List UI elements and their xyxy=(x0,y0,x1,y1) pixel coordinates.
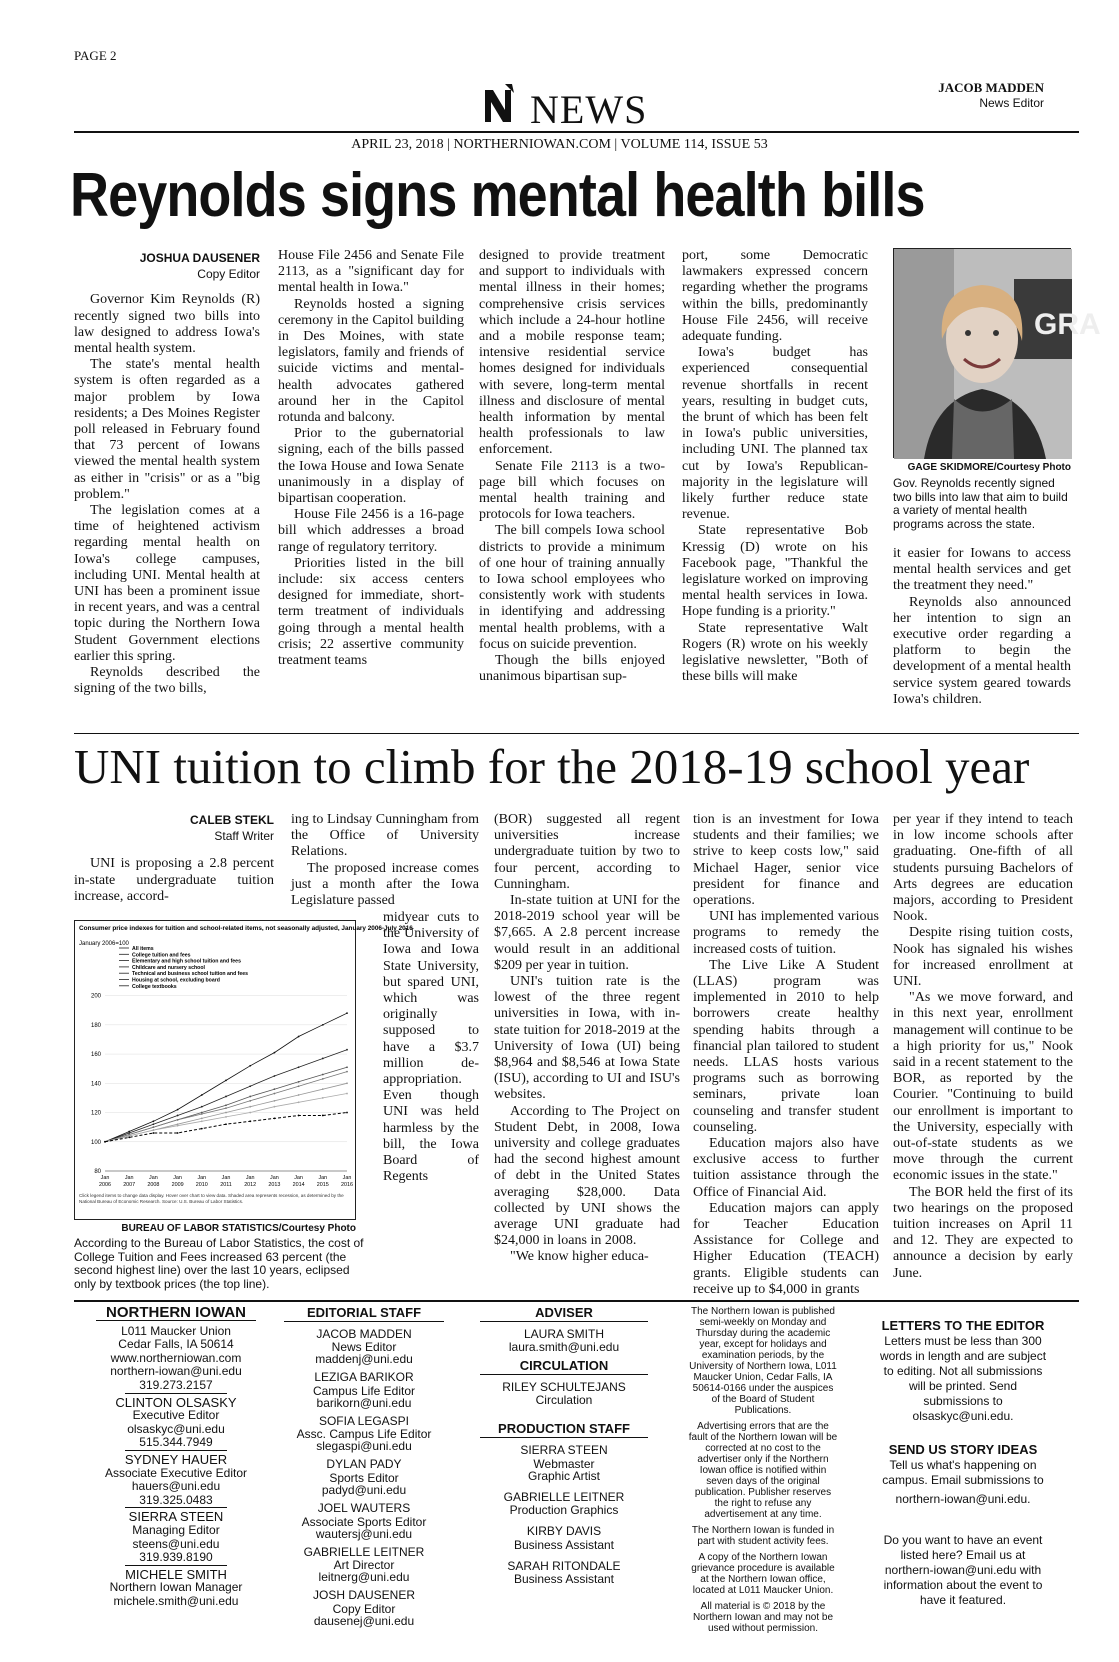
paragraph: (BOR) suggested all regent universities increase undergraduate tuition by two to four percent, according to Cunningham. xyxy=(494,812,680,892)
photo-caption: Gov. Reynolds recently signed two bills into law that aim to build a variety of mental health programs across the state. xyxy=(893,476,1068,531)
chart-x-tick: 2008 xyxy=(147,1182,160,1188)
chart-point xyxy=(177,1119,179,1121)
paragraph: Prior to the gubernatorial signing, each of the bills passed the Iowa House and Iowa Senate unanimously in a display of bipartisan cooperation. xyxy=(278,426,464,507)
staff-role: Business Assistant xyxy=(513,1537,615,1552)
paragraph: The bill compels Iowa school districts to provide a minimum of one hour of training annually to Iowa school employees who consistently work with students in identifying and addressing mental health problems, with a focus on suicide prevention. xyxy=(479,523,665,652)
paragraph: ing to Lindsay Cunningham from the Office of University Relations. xyxy=(291,812,479,860)
portrait-illustration xyxy=(894,249,1101,459)
chart-point xyxy=(274,1075,276,1077)
staff-email[interactable]: wautersj@uni.edu xyxy=(315,1526,413,1541)
chart-x-tick: Jan xyxy=(173,1175,182,1181)
staff-name: KIRBY DAVIS xyxy=(526,1524,602,1539)
tuition-price-chart xyxy=(74,920,413,1220)
paragraph: Reynolds also announced her intention to sign an executive order regarding a platform to begin the development of a mental health service system geared towards Iowa's children. xyxy=(893,594,1071,707)
chart-point xyxy=(104,1141,106,1143)
chart-point xyxy=(249,1085,251,1087)
chart-x-tick: Jan xyxy=(100,1175,110,1181)
chart-point xyxy=(153,1126,155,1128)
chart-point xyxy=(128,1136,130,1138)
story2-column-2-wrap xyxy=(383,910,479,1185)
chart-x-tick: 2010 xyxy=(195,1182,208,1188)
chart-point xyxy=(346,1071,348,1073)
chart-point xyxy=(298,1101,300,1103)
chart-point xyxy=(225,1079,227,1081)
staff-email[interactable]: leitnerg@uni.edu xyxy=(318,1570,410,1585)
masthead-contact xyxy=(96,1306,256,1608)
chart-point xyxy=(346,1049,348,1051)
chart-legend-label: Housing at school, excluding board xyxy=(132,977,220,984)
staff-role: Sports Editor xyxy=(329,1470,399,1485)
staff-name: SIERRA STEEN xyxy=(520,1442,608,1457)
story1-column-5 xyxy=(893,546,1071,708)
chart-point xyxy=(298,1066,300,1068)
chart-point xyxy=(346,1112,348,1114)
paragraph: In-state tuition at UNI for the 2018-2019 school year will be $7,665. A 2.8 percent increase would result in an additional $209 per year in tuition. xyxy=(494,893,680,973)
editorial-staff xyxy=(284,1306,444,1627)
leader-email[interactable]: hauers@uni.edu xyxy=(131,1479,221,1494)
chart-x-tick: Jan xyxy=(124,1175,134,1181)
chart-y-tick: 200 xyxy=(90,993,101,1000)
staff-name: SOFIA LEGASPI xyxy=(318,1413,410,1428)
chart-y-tick: 80 xyxy=(94,1169,101,1175)
chart-x-tick: 2011 xyxy=(220,1182,232,1188)
leader-email[interactable]: steens@uni.edu xyxy=(132,1536,220,1551)
editor-name: JACOB MADDEN xyxy=(938,80,1044,95)
chart-point xyxy=(177,1109,179,1111)
chart-series-line xyxy=(105,1072,347,1142)
adviser-circulation-production xyxy=(480,1306,648,1585)
leader-name: SYDNEY HAUER xyxy=(124,1451,228,1467)
adviser-name: LAURA SMITH xyxy=(523,1326,604,1341)
paragraph: UNI is proposing a 2.8 percent in-state undergraduate tuition increase, accord- xyxy=(74,856,274,904)
staff-role: Campus Life Editor xyxy=(312,1383,416,1398)
chart-point xyxy=(346,1012,348,1014)
paragraph: House File 2456 and Senate File 2113, as a "significant day for mental health in Iowa." xyxy=(278,248,464,296)
chart-legend-label: Childcare and nursery school xyxy=(132,964,205,971)
photo-credit: GAGE SKIDMORE/Courtesy Photo xyxy=(907,462,1071,473)
staff-role: Art Director xyxy=(333,1558,395,1573)
staff-email[interactable]: slegaspi@uni.edu xyxy=(316,1439,412,1454)
staff-role: Business Assistant xyxy=(513,1572,615,1587)
paragraph: UNI's tuition rate is the lowest of the three regent universities in Iowa, with in-state tuition for 2018-2019 at the University of Iowa (UI) being $8,964 and $8,546 at Iowa State (ISU), according to UI and ISU's websites. xyxy=(494,974,680,1103)
publication-note: The Northern Iowan is funded in part with student activity fees. xyxy=(691,1525,835,1547)
chart-x-tick: 2012 xyxy=(244,1182,257,1188)
chart-caption: According to the Bureau of Labor Statistics, the cost of College Tuition and Fees increased 63 percent (the second highest line) over the last 10 years, eclipsed only by textbook prices (the top line). xyxy=(74,1236,364,1291)
chart-point xyxy=(249,1112,251,1114)
leader-role: Executive Editor xyxy=(132,1408,220,1423)
publication-note: A copy of the Northern Iowan grievance procedure is available at the Northern Iowan office, located at L011 Maucker Union. xyxy=(691,1552,835,1596)
chart-point xyxy=(322,1074,324,1076)
paragraph: port, some Democratic lawmakers expressed concern regarding whether the programs within the bills, predominantly House File 2456, will receive adequate funding. xyxy=(682,248,868,345)
leader-phone: 319.325.0483 xyxy=(125,1494,226,1509)
leader-email[interactable]: olsaskyc@uni.edu xyxy=(127,1421,225,1436)
chart-point xyxy=(274,1117,276,1119)
story1-byline xyxy=(74,250,260,282)
staff-role: Webmaster xyxy=(533,1456,595,1471)
chart-title: Consumer price indexes for tuition and school-related items, not seasonally adjusted, January 2006-July 2016 xyxy=(79,925,413,932)
chart-footnote: Click legend items to change data display. Hover over chart to view data. Shaded area represents recession, as determined by the National Bureau of Economic Research. Source: U.S. Bureau of Labor Statistics. xyxy=(79,1193,344,1204)
staff-name: JOEL WAUTERS xyxy=(317,1500,411,1515)
staff-name: JOSH DAUSENER xyxy=(312,1588,416,1603)
paragraph: Education majors also have exclusive access to further tuition assistance through the Office of Financial Aid. xyxy=(693,1136,879,1200)
story1-column-3 xyxy=(479,248,665,685)
chart-point xyxy=(274,1052,276,1054)
chart-point xyxy=(153,1120,155,1122)
chart-x-tick: Jan xyxy=(149,1175,158,1181)
story1-column-4 xyxy=(682,248,868,685)
byline-title: Copy Editor xyxy=(197,267,260,282)
chart-point xyxy=(177,1125,179,1127)
chart-point xyxy=(153,1129,155,1131)
chart-y-tick: 100 xyxy=(90,1139,101,1146)
byline-name: JOSHUA DAUSENER xyxy=(139,251,260,265)
chart-point xyxy=(298,1036,300,1038)
staff-name: JACOB MADDEN xyxy=(316,1326,412,1341)
chart-svg xyxy=(75,921,413,1221)
staff-email[interactable]: maddenj@uni.edu xyxy=(315,1352,413,1367)
chart-point xyxy=(225,1116,227,1118)
chart-point xyxy=(177,1132,179,1134)
address-line: L011 Maucker Union xyxy=(121,1323,231,1338)
staff-name: SARAH RITONDALE xyxy=(507,1558,621,1573)
chart-x-tick: Jan xyxy=(342,1175,352,1181)
leader-role: Northern Iowan Manager xyxy=(109,1580,243,1595)
chart-point xyxy=(274,1106,276,1108)
chart-point xyxy=(201,1094,203,1096)
story2-column-3 xyxy=(494,812,680,1266)
leader-name: MICHELE SMITH xyxy=(125,1566,227,1582)
paragraph: Senate File 2113 is a two-page bill which focuses on mental health training and protocols for Iowa teachers. xyxy=(479,458,665,523)
chart-x-tick: Jan xyxy=(221,1175,231,1181)
chart-x-tick: Jan xyxy=(270,1175,279,1181)
chart-y-tick: 160 xyxy=(90,1052,101,1059)
publication-notes xyxy=(688,1306,838,1639)
chart-x-tick: Jan xyxy=(245,1175,255,1181)
chart-y-tick: 180 xyxy=(90,1022,101,1029)
chart-point xyxy=(298,1115,300,1117)
circulation-name: RILEY SCHULTEJANS xyxy=(502,1379,626,1394)
paragraph: Education majors can apply for Teacher Education Assistance for College and Higher Education (TEACH) grants. Eligible students can receive up to $4,000 in grants xyxy=(693,1200,879,1297)
chart-point xyxy=(322,1058,324,1060)
editor-title: News Editor xyxy=(979,96,1044,110)
chart-legend-label: All items xyxy=(132,946,154,952)
chart-point xyxy=(249,1100,251,1102)
email[interactable]: northern-iowan@uni.edu xyxy=(110,1364,242,1379)
chart-x-tick: 2014 xyxy=(292,1182,305,1188)
leader-name: CLINTON OLSASKY xyxy=(115,1394,237,1410)
chart-x-tick: 2016 xyxy=(341,1182,353,1188)
chart-point xyxy=(177,1115,179,1117)
paragraph: midyear cuts to the University of Iowa and Iowa State University, but spared UNI, which was originally supposed to have a $3.7 million de-appropriation. Even though UNI was held harmless by the bill, the Iowa Board of Regents xyxy=(383,910,479,1185)
chart-point xyxy=(298,1081,300,1083)
chart-y-tick: 140 xyxy=(90,1081,101,1088)
story2-byline xyxy=(74,812,274,844)
leader-phone: 319.939.8190 xyxy=(125,1551,226,1566)
paragraph: The proposed increase comes just a month after the Iowa Legislature passed xyxy=(291,860,479,909)
chart-legend-label: College textbooks xyxy=(132,983,177,990)
leader-name: SIERRA STEEN xyxy=(128,1509,224,1525)
chart-point xyxy=(322,1078,324,1080)
adviser-email[interactable]: laura.smith@uni.edu xyxy=(508,1340,620,1355)
chart-point xyxy=(249,1065,251,1067)
chart-x-tick: Jan xyxy=(318,1175,328,1181)
chart-point xyxy=(225,1096,227,1098)
publication-note: The Northern Iowan is published semi-weekly on Monday and Thursday during the academic year, except for holidays and examination periods, by the University of Northern Iowa, L011 Maucker Union, Cedar Falls, IA 50614-0166 under the auspices of the Board of Student Publications. xyxy=(689,1306,837,1416)
chart-point xyxy=(225,1107,227,1109)
story1-column-2 xyxy=(278,248,464,669)
paragraph: tion is an investment for Iowa students and their families; we strive to keep costs low," said Michael Hager, senior vice president for finance and operations. xyxy=(693,812,879,909)
letters-and-ideas xyxy=(878,1318,1048,1608)
chart-series-line xyxy=(105,1013,347,1142)
paragraph: The BOR held the first of its two hearings on the proposed tuition increases on April 11 and 12. They are expected to announce a decision by early June. xyxy=(893,1184,1073,1281)
chart-point xyxy=(322,1024,324,1026)
chart-point xyxy=(201,1120,203,1122)
governor-photo xyxy=(893,248,1101,458)
chart-point xyxy=(298,1085,300,1087)
northern-iowan-logo xyxy=(483,84,513,124)
dateline: APRIL 23, 2018 | NORTHERNIOWAN.COM | VOLUME 114, ISSUE 53 xyxy=(351,137,768,152)
chart-y-tick: 120 xyxy=(90,1110,101,1117)
chart-point xyxy=(346,1093,348,1095)
paper-name: NORTHERN IOWAN xyxy=(96,1306,256,1321)
story2-column-1 xyxy=(74,812,274,905)
chart-point xyxy=(322,1097,324,1099)
paragraph: "As we move forward, and in this next year, enrollment management will continue to be a high priority for us," Nook said in a recent statement to the BOR, as reported by the Courier. "Continuing to build our enrollment is important to the University, especially with out-of-state students as we move through the current economic issues in the state." xyxy=(893,990,1073,1184)
chart-point xyxy=(346,1082,348,1084)
staff-role: News Editor xyxy=(331,1340,397,1355)
website[interactable]: www.northerniowan.com xyxy=(110,1350,242,1365)
production-heading: PRODUCTION STAFF xyxy=(480,1422,648,1438)
event-text: Do you want to have an event listed here? Email us at northern-iowan@uni.edu with information about the event to have it featured. xyxy=(883,1533,1043,1607)
chart-point xyxy=(274,1093,276,1095)
story1-headline: Reynolds signs mental health bills xyxy=(70,161,925,230)
paragraph: Though the bills enjoyed unanimous bipartisan sup- xyxy=(479,653,665,685)
adviser-heading: ADVISER xyxy=(480,1306,648,1322)
header-rule xyxy=(74,131,1079,133)
chart-point xyxy=(274,1088,276,1090)
paragraph: According to The Project on Student Debt, in 2008, Iowa university and college graduates had the second highest amount of debt in the United States averaging $28,000. Data collected by UNI shows the average UNI graduate had $24,000 in loans in 2008. xyxy=(494,1103,680,1249)
paragraph: House File 2456 is a 16-page bill which addresses a broad range of regulatory territory. xyxy=(278,507,464,555)
staff-role: Production Graphics xyxy=(509,1503,619,1518)
paragraph: Iowa's budget has experienced consequential revenue shortfalls in recent years, resulting in budget cuts, the brunt of which has been felt in Iowa's public universities, including UNI. The planned tax cut by Iowa's Republican-majority in the legislature will likely further reduce state revenue. xyxy=(682,345,868,523)
chart-legend-label: Elementary and high school tuition and fees xyxy=(132,958,241,965)
editorial-heading: EDITORIAL STAFF xyxy=(284,1306,444,1322)
story-divider xyxy=(74,733,1079,734)
paragraph: State representative Bob Kressig (D) wrote on his Facebook page, "Thankful the legislature worked on improving mental health services in Iowa. Hope funding is a priority." xyxy=(682,523,868,620)
staff-role: Associate Sports Editor xyxy=(301,1514,427,1529)
chart-point xyxy=(201,1117,203,1119)
staff-role: Copy Editor xyxy=(332,1601,396,1616)
chart-point xyxy=(225,1123,227,1125)
leader-role: Associate Executive Editor xyxy=(104,1465,248,1480)
address-line: Cedar Falls, IA 50614 xyxy=(118,1337,234,1352)
publication-note: All material is © 2018 by the Northern Iowan and may not be used without permission. xyxy=(692,1601,834,1634)
chart-point xyxy=(346,1066,348,1068)
chart-point xyxy=(249,1096,251,1098)
paragraph: Governor Kim Reynolds (R) recently signed two bills into law designed to address Iowa's mental health system. xyxy=(74,292,260,357)
paragraph: Reynolds hosted a signing ceremony in the Capitol building in Des Moines, with state legislators, family and friends of suicide victims and mental-health advocates gathered around her in the Capitol rotunda and balcony. xyxy=(278,296,464,426)
chart-point xyxy=(249,1120,251,1122)
chart-x-tick: Jan xyxy=(294,1175,303,1181)
paragraph: Despite rising tuition costs, Nook has signaled his wishes for increased enrollment at UNI. xyxy=(893,925,1073,990)
paragraph: per year if they intend to teach in low income schools after graduating. One-fifth of all students pursuing Bachelors of Arts degrees are education majors, according to President Nook. xyxy=(893,812,1073,925)
staff-email[interactable]: dausenej@uni.edu xyxy=(313,1613,415,1628)
chart-x-tick: 2013 xyxy=(268,1182,281,1188)
ideas-email[interactable]: northern-iowan@uni.edu. xyxy=(895,1492,1031,1506)
paragraph: it easier for Iowans to access mental health services and get the treatment they need." xyxy=(893,546,1071,594)
story2-column-2-top xyxy=(291,812,479,909)
chart-point xyxy=(249,1106,251,1108)
chart-point xyxy=(201,1106,203,1108)
letters-heading: LETTERS TO THE EDITOR xyxy=(881,1318,1045,1333)
paragraph: The legislation comes at a time of heightened activism regarding mental health on Iowa's college campuses, including UNI. Mental health at UNI has been a prominent issue in recent years, and was a central topic during the Northern Iowa Student Government elections earlier this spring. xyxy=(74,503,260,664)
staff-role: Graphic Artist xyxy=(527,1468,601,1483)
staff-name: DYLAN PADY xyxy=(326,1457,402,1472)
chart-x-tick: 2009 xyxy=(171,1182,184,1188)
chart-point xyxy=(153,1132,155,1134)
chart-legend-label: Technical and business school tuition and fees xyxy=(132,971,249,978)
byline-title: Staff Writer xyxy=(214,829,274,844)
chart-point xyxy=(201,1128,203,1130)
letters-text: Letters must be less than 300 words in length and are subject to editing. Not all submissions will be printed. Send submissions to olsaskyc@uni.edu. xyxy=(879,1334,1047,1423)
staff-name: GABRIELLE LEITNER xyxy=(503,1489,625,1504)
page-number: PAGE 2 xyxy=(74,48,117,63)
story1-column-1 xyxy=(74,250,260,697)
leader-email[interactable]: michele.smith@uni.edu xyxy=(113,1593,239,1608)
ideas-text: Tell us what's happening on campus. Email submissions to xyxy=(882,1458,1044,1487)
chart-point xyxy=(225,1112,227,1114)
publication-note: Advertising errors that are the fault of the Northern Iowan will be corrected at no cost to the advertiser only if the Northern Iowan office is notified within seven days of the original publication. Publisher reserves the right to refuse any advertisement at any time. xyxy=(688,1421,838,1520)
chart-x-tick: 2007 xyxy=(123,1182,136,1188)
staff-email[interactable]: barikorn@uni.edu xyxy=(316,1395,412,1410)
section-title: NEWS xyxy=(530,87,648,132)
chart-ylabel: January 2006=100 xyxy=(79,941,129,947)
story2-headline: UNI tuition to climb for the 2018-19 school year xyxy=(74,739,1030,794)
chart-point xyxy=(322,1088,324,1090)
masthead-rule xyxy=(74,1300,1079,1302)
chart-point xyxy=(274,1100,276,1102)
chart-point xyxy=(153,1123,155,1125)
sign-text: GRA xyxy=(1034,308,1101,341)
paragraph: Reynolds described the signing of the two bills, xyxy=(74,665,260,697)
paragraph: "We know higher educa- xyxy=(510,1249,649,1265)
chart-credit: BUREAU OF LABOR STATISTICS/Courtesy Photo xyxy=(121,1223,356,1234)
chart-point xyxy=(225,1104,227,1106)
section-editor xyxy=(938,80,1044,110)
staff-name: LEZIGA BARIKOR xyxy=(314,1370,414,1385)
paragraph: The Live Like A Student (LLAS) program was implemented in 2010 to help borrowers create healthy spending habits through a financial plan tailored to student needs. LLAS hosts various programs such as borrowing seminars, private loan counseling and transfer student counseling. xyxy=(693,957,879,1135)
paragraph: UNI has implemented various programs to remedy the increased costs of tuition. xyxy=(693,909,879,957)
chart-x-tick: Jan xyxy=(197,1175,207,1181)
chart-point xyxy=(201,1113,203,1115)
paragraph: The state's mental health system is often regarded as a major problem by Iowa residents; a Des Moines Register poll released in February found that 73 percent of Iowans viewed the mental health system as either in "crisis" or as a "big problem." xyxy=(74,357,260,502)
circulation-heading: CIRCULATION xyxy=(480,1359,648,1375)
circulation-role: Circulation xyxy=(535,1393,593,1408)
chart-point xyxy=(322,1115,324,1117)
leader-role: Managing Editor xyxy=(132,1522,220,1537)
paragraph: State representative Walt Rogers (R) wrote on his weekly legislative newsletter, "Both of these bills will make xyxy=(682,620,868,685)
story2-column-5 xyxy=(893,812,1073,1282)
byline-name: CALEB STEKL xyxy=(190,813,274,827)
chart-x-tick: 2006 xyxy=(99,1182,111,1188)
chart-x-tick: 2015 xyxy=(316,1182,329,1188)
staff-name: GABRIELLE LEITNER xyxy=(303,1544,425,1559)
ideas-heading: SEND US STORY IDEAS xyxy=(888,1442,1038,1457)
phone: 319.273.2157 xyxy=(125,1379,226,1394)
chart-point xyxy=(298,1094,300,1096)
paragraph: Priorities listed in the bill include: six access centers designed for immediate, short-term treatment of individuals going through a mental health crisis; 22 assertive community treatment teams xyxy=(278,555,464,669)
leader-phone: 515.344.7949 xyxy=(125,1436,226,1451)
staff-email[interactable]: padyd@uni.edu xyxy=(321,1482,407,1497)
staff-role: Assc. Campus Life Editor xyxy=(296,1427,432,1442)
chart-legend-label: College tuition and fees xyxy=(132,952,191,959)
story2-column-4 xyxy=(693,812,879,1298)
paragraph: designed to provide treatment and support to individuals with mental illness in their homes; comprehensive crisis services which include a 24-hour hotline and a mobile response team; intensive residential service homes designed for individuals with severe, long-term mental illness and disclosure of mental health information by mental health professionals to law enforcement. xyxy=(479,248,665,458)
